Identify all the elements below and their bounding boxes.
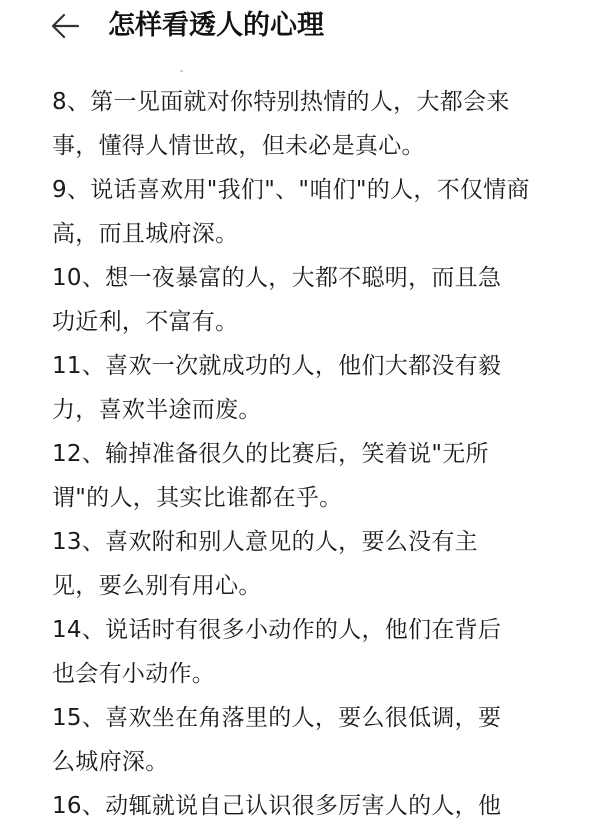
item-line: 16、动辄就说自己认识很多厉害人的人，他 xyxy=(52,793,502,819)
item-line: 14、说话时有很多小动作的人，他们在背后 xyxy=(52,617,502,643)
item-line: 13、喜欢附和别人意见的人，要么没有主 xyxy=(52,529,478,555)
item-line: 也会有小动作。 xyxy=(52,661,216,687)
item-line: 12、输掉准备很久的比赛后，笑着说"无所 xyxy=(52,441,489,467)
item-line: 事，懂得人情世故，但未必是真心。 xyxy=(52,133,425,159)
page-title: 怎样看透人的心理 xyxy=(108,10,324,41)
divider-mark xyxy=(180,70,183,72)
item-line: 力，喜欢半途而废。 xyxy=(52,397,262,423)
list-item xyxy=(52,80,558,168)
item-line: 10、想一夜暴富的人，大都不聪明，而且急 xyxy=(52,265,502,291)
list-item xyxy=(52,608,558,696)
list-item xyxy=(52,520,558,608)
list-item xyxy=(52,784,558,828)
article-body xyxy=(52,80,558,828)
arrow-left-icon xyxy=(40,4,84,48)
item-line: 见，要么别有用心。 xyxy=(52,573,262,599)
item-line: 功近利，不富有。 xyxy=(52,309,239,335)
item-line: 11、喜欢一次就成功的人，他们大都没有毅 xyxy=(52,353,502,379)
list-item xyxy=(52,344,558,432)
list-item xyxy=(52,168,558,256)
item-line: 15、喜欢坐在角落里的人，要么很低调，要 xyxy=(52,705,502,731)
item-line: 谓"的人，其实比谁都在乎。 xyxy=(52,485,343,511)
list-item xyxy=(52,432,558,520)
item-line: 高，而且城府深。 xyxy=(52,221,239,247)
top-bar xyxy=(0,0,600,56)
list-item xyxy=(52,256,558,344)
item-line: 么城府深。 xyxy=(52,749,169,775)
list-item xyxy=(52,696,558,784)
item-line: 9、说话喜欢用"我们"、"咱们"的人，不仅情商 xyxy=(52,177,530,203)
item-line: 8、第一见面就对你特别热情的人，大都会来 xyxy=(52,89,510,115)
back-button[interactable] xyxy=(40,4,84,48)
